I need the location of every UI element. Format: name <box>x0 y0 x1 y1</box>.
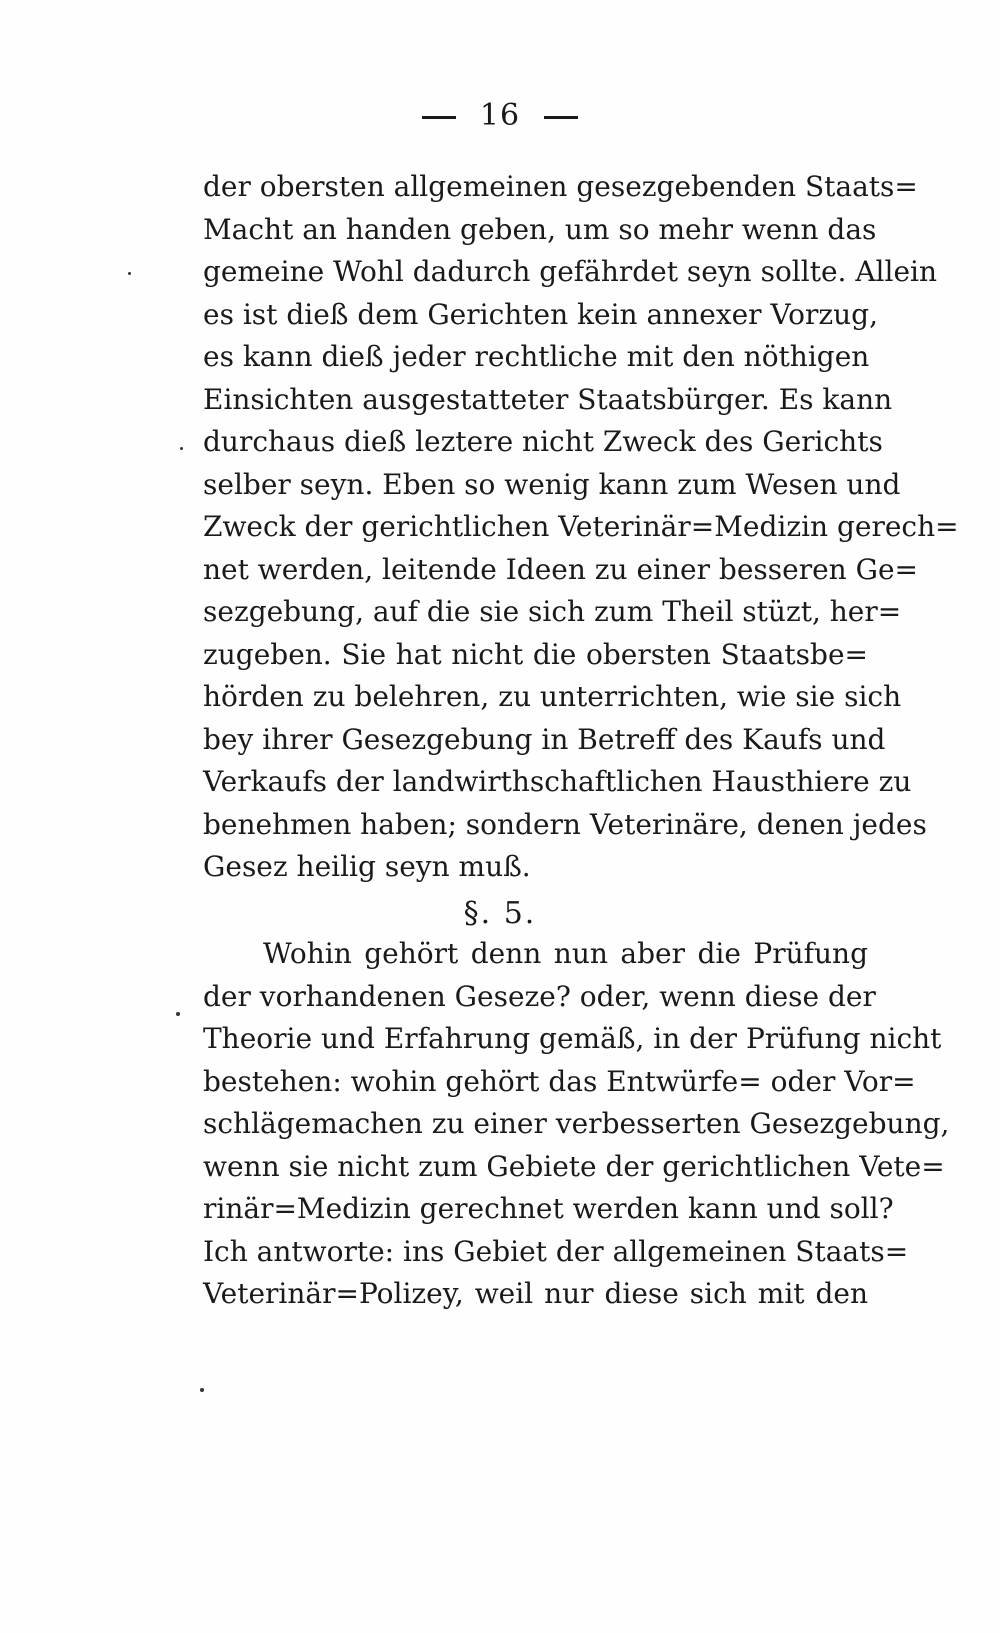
left-dash <box>422 116 456 119</box>
text-line: Theorie und Erfahrung gemäß, in der Prüfung nicht <box>203 1022 942 1055</box>
text-line: bey ihrer Gesezgebung in Betreff des Kaufs und <box>203 722 886 756</box>
text-line: hörden zu belehren, zu unterrichten, wie sie sich <box>203 680 902 713</box>
text-line: Einsichten ausgestatteter Staatsbürger. Es kann <box>203 382 893 416</box>
page-number: 16 <box>479 98 521 133</box>
text-line: es kann dieß jeder rechtliche mit den nöthigen <box>203 340 870 373</box>
text-line: Veterinär=Polizey, weil nur diese sich mit den <box>203 1277 868 1310</box>
ink-speck <box>200 1388 204 1392</box>
ink-speck <box>128 272 131 275</box>
text-line: Verkaufs der landwirthschaftlichen Hausthiere zu <box>203 765 912 798</box>
text-line: schlägemachen zu einer verbesserten Gesezgebung, <box>203 1107 950 1140</box>
section-heading: §. 5. <box>463 896 537 931</box>
text-line: benehmen haben; sondern Veterinäre, denen jedes <box>203 807 927 841</box>
text-line: Macht an handen geben, um so mehr wenn das <box>203 212 877 246</box>
paragraph-2 <box>203 933 950 1316</box>
text-line: der vorhandenen Geseze? oder, wenn diese der <box>203 979 876 1013</box>
paragraph-1 <box>203 166 959 889</box>
text-line: Gesez heilig seyn muß. <box>203 850 531 883</box>
text-line: net werden, leitende Ideen zu einer besseren Ge= <box>203 552 918 586</box>
right-dash <box>544 116 578 119</box>
text-line: gemeine Wohl dadurch gefährdet seyn sollte. Allein <box>203 255 938 288</box>
page-number-header <box>0 98 1000 133</box>
text-line: durchaus dieß leztere nicht Zweck des Gerichts <box>203 425 883 458</box>
text-line: wenn sie nicht zum Gebiete der gerichtlichen Vete= <box>203 1149 945 1183</box>
text-line: Ich antworte: ins Gebiet der allgemeinen Staats= <box>203 1234 909 1268</box>
ink-speck <box>180 447 183 450</box>
text-line: Wohin gehört denn nun aber die Prüfung <box>263 937 868 970</box>
text-line: bestehen: wohin gehört das Entwürfe= oder Vor= <box>203 1064 916 1098</box>
text-line: sezgebung, auf die sie sich zum Theil stüzt, her= <box>203 595 902 628</box>
text-line: es ist dieß dem Gerichten kein annexer Vorzug, <box>203 297 878 331</box>
text-line: selber seyn. Eben so wenig kann zum Wesen und <box>203 467 901 501</box>
text-line: der obersten allgemeinen gesezgebenden Staats= <box>203 170 918 203</box>
text-line: rinär=Medizin gerechnet werden kann und soll? <box>203 1192 894 1225</box>
text-line: zugeben. Sie hat nicht die obersten Staatsbe= <box>203 637 868 671</box>
text-line: Zweck der gerichtlichen Veterinär=Medizin gerech= <box>203 510 959 543</box>
ink-speck <box>176 1012 180 1016</box>
